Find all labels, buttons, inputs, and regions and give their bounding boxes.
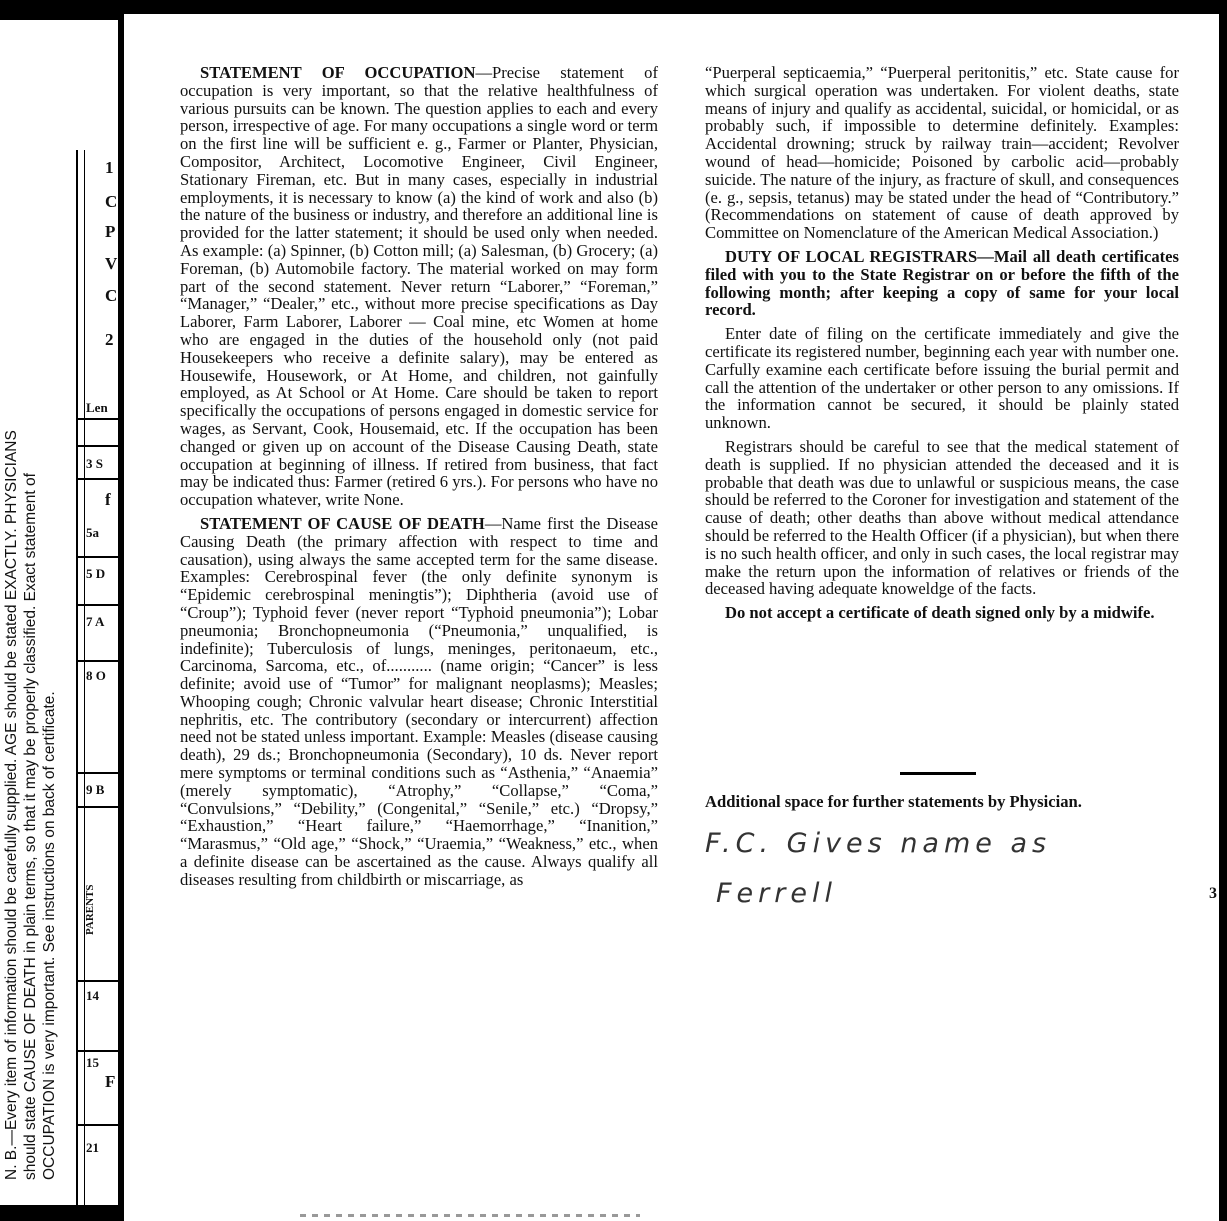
edge-page-mark: 3	[1209, 885, 1217, 902]
additional-space-label: Additional space for further statements by Physician.	[705, 792, 1082, 811]
form-rule	[76, 1050, 120, 1052]
form-rule	[76, 604, 120, 606]
form-fragment: C	[105, 286, 118, 305]
handwritten-note-line-1: F.C. Gives name as	[705, 828, 1052, 859]
form-fragment: 5a	[86, 525, 99, 540]
form-fragment: P	[105, 222, 116, 241]
form-fragment: 9 B	[86, 782, 105, 797]
cause-paragraph	[180, 515, 658, 889]
form-fragment: V	[105, 254, 118, 273]
form-rule	[76, 1124, 120, 1126]
form-rule	[76, 445, 120, 447]
instructions-column-right	[705, 64, 1179, 628]
form-fragment: 5 D	[86, 566, 106, 581]
form-fragment: 8 O	[86, 668, 106, 683]
registrars-heading: DUTY OF LOCAL REGISTRARS	[725, 246, 978, 266]
rotated-line-1: N. B.—Every item of information should be carefully supplied. AGE should be stated EXACTLY. PHYSICIANS	[3, 430, 20, 1180]
left-margin-panel	[0, 0, 122, 1221]
scan-right-border	[1219, 0, 1227, 1221]
cause-body: —Name first the Disease Causing Death (the primary affection with respect to time and causation), using always the same accepted term for the same disease. Examples: Cerebrospinal fever (the only definite synonym is “Epidemic cerebrospinal meningtis”); Diphtheria (avoid use of “Croup”); Typhoid fever (never report “Typhoid pneumonia”); Lobar pneumonia; Bronchopneumonia (“Pneumonia,” unqualified, is indefinite); Tuberculosis of lungs, meninges, peritonaeum, etc., Carcinoma, Sarcoma, etc., of........... (name origin; “Cancer” is less definite; avoid use of “Tumor” for malignant neoplasms); Measles; Whooping cough; Chronic valvular heart disease; Chronic Interstitial nephritis, etc. The contributory (secondary or intercurrent) affection need not be stated unless important. Example: Measles (disease causing death), 29 ds.; Bronchopneumonia (Secondary), 10 ds. Never report mere symptoms or terminal conditions such as “Asthenia,” “Anaemia” (merely symptomatic), “Atrophy,” “Collapse,” “Coma,” “Convulsions,” “Debility,” (Congenital,” “Senile,” etc.) “Dropsy,” “Exhaustion,” “Heart failure,” “Haemorrhage,” “Inanition,” “Marasmus,” “Old age,” “Shock,” “Uraemia,” “Weakness,” etc., when a definite disease can be ascertained as the cause. Always qualify all diseases resulting from childbirth or miscarriage, as	[180, 513, 658, 889]
registrars-p1: —Mail all death certificates filed with you to the State Registrar on or before the fifth of the following month; after keeping a copy of same for your local record.	[705, 246, 1179, 320]
form-rule	[76, 980, 120, 982]
occupation-paragraph	[180, 64, 658, 509]
handwritten-note-line-2: Ferrell	[716, 878, 837, 909]
form-fragment: F	[105, 1072, 116, 1091]
form-rule	[76, 772, 120, 774]
form-fragment: 14	[86, 988, 99, 1003]
rotated-instructions	[2, 180, 59, 1180]
scan-top-border	[0, 0, 1227, 14]
form-rule	[76, 478, 120, 480]
form-fragment: Len	[86, 400, 108, 415]
registrars-paragraph-3: Registrars should be careful to see that the medical statement of death is supplied. If no physician attended the deceased and it is probable that death was due to unlawful or suspicious means, the case should be referred to the Coroner for investigation and statement of the cause of death; other deaths than above without medical attendance should be referred to the Health Officer (if a physician), but when there is no such health officer, and only in such cases, the local registrar may make the return upon the information of relatives or friends of the deceased having adequate knoweldge of the facts.	[705, 436, 1179, 599]
form-rule	[76, 660, 120, 662]
registrars-paragraph-4: Do not accept a certificate of death signed only by a midwife.	[725, 603, 1155, 623]
occupation-heading: STATEMENT OF OCCUPATION	[200, 63, 476, 82]
scan-bottom-artifact	[300, 1214, 640, 1217]
form-fragment: 1	[105, 158, 114, 177]
page-fold-edge	[118, 10, 124, 1221]
registrars-paragraph-1	[705, 248, 1179, 319]
form-fragment: 21	[86, 1140, 99, 1155]
rotated-line-2: should state CAUSE OF DEATH in plain terms, so that it may be properly classified. Exact statement of	[22, 473, 39, 1180]
form-rule	[76, 806, 120, 808]
cause-heading: STATEMENT OF CAUSE OF DEATH	[200, 513, 485, 533]
form-fragment: 15	[86, 1055, 99, 1070]
scan-corner-top	[0, 0, 122, 20]
form-fragment: 2	[105, 330, 114, 349]
form-fragment: C	[105, 192, 118, 211]
form-rule	[76, 418, 120, 420]
section-divider	[900, 772, 976, 775]
scan-corner-bottom	[0, 1205, 122, 1221]
instructions-column-left	[180, 64, 658, 895]
form-fragment: 7 A	[86, 614, 105, 629]
form-fragment: PARENTS	[84, 884, 96, 935]
registrars-paragraph-2: Enter date of filing on the certificate immediately and give the certificate its registered number, beginning each year with number one. Carfully examine each certificate before issuing the burial permit and call the attention of the undertaker or other person to any omissions. If the information cannot be secured, it should be plainly stated unknown.	[705, 324, 1179, 433]
occupation-body: —Precise statement of occupation is very important, so that the relative healthfulness of various pursuits can be known. The question applies to each and every person, irrespective of age. For many occupations a single word or term on the first line will be sufficient e. g., Farmer or Planter, Physician, Compositor, Architect, Locomotive Engineer, Civil Engineer, Stationary Fireman, etc. But in many cases, especially in industrial employments, it is necessary to know (a) the kind of work and also (b) the nature of the business or industry, and therefore an additional line is provided for the latter statement; it should be used only when needed. As example: (a) Spinner, (b) Cotton mill; (a) Salesman, (b) Grocery; (a) Foreman, (b) Automobile factory. The material worked on may form part of the second statement. Never return “Laborer,” “Foreman,” “Manager,” “Dealer,” etc., without more precise specifications as Day Laborer, Farm Laborer, Laborer — Coal mine, etc Women at home who are engaged in the duties of the household only (not paid Housekeepers who receive a definite salary), may be entered as Housewife, Housework, or At Home, and children, not gainfully employed, as At School or At Home. Care should be taken to report specifically the occupations of persons engaged in domestic service for wages, as Servant, Cook, Housemaid, etc. If the occupation has been changed or given up on account of the Disease Causing Death, state occupation at beginning of illness. If retired from business, that fact may be indicated thus: Farmer (retired 6 yrs.). For persons who have no occupation whatever, write None.	[180, 63, 658, 510]
form-rule	[76, 556, 120, 558]
cause-continued: “Puerperal septicaemia,” “Puerperal peritonitis,” etc. State cause for which surgical operation was undertaken. For violent deaths, state means of injury and qualify as accidental, suicidal, or homicidal, or as probably such, if impossible to determine definitely. Examples: Accidental drowning; struck by railway train—accident; Revolver wound of head—homicide; Poisoned by carbolic acid—probably suicide. The nature of the injury, as fracture of skull, and consequences (e. g., sepsis, tetanus) may be stated under the head of “Contributory.” (Recommendations on statement of cause of death approved by Committee on Nomenclature of the American Medical Association.)	[705, 63, 1179, 243]
form-fragment: f	[105, 490, 111, 509]
form-fragment: 3 S	[86, 456, 103, 471]
rotated-line-3: OCCUPATION is very important. See instructions on back of certificate.	[41, 691, 58, 1180]
